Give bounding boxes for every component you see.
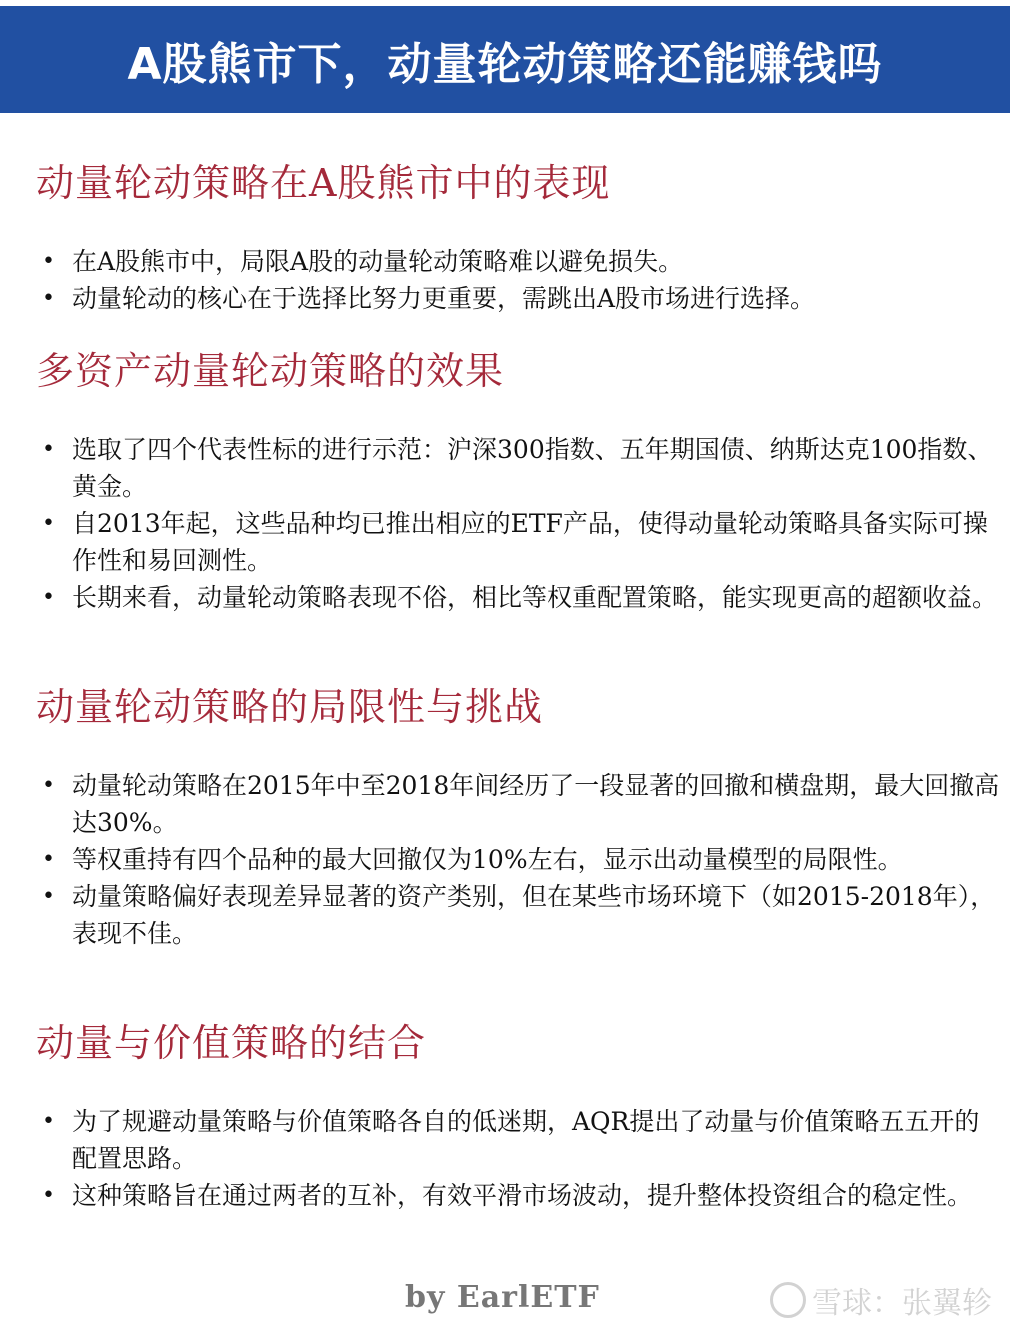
bullet-list <box>36 767 1001 952</box>
list-item: • 自2013年起，这些品种均已推出相应的ETF产品，使得动量轮动策略具备实际可操作性和易回测性。 <box>36 505 1001 579</box>
snowball-logo-icon <box>770 1282 806 1318</box>
list-item: • 这种策略旨在通过两者的互补，有效平滑市场波动，提升整体投资组合的稳定性。 <box>36 1177 1001 1214</box>
list-item: • 在A股熊市中，局限A股的动量轮动策略难以避免损失。 <box>36 243 1001 280</box>
list-item: • 动量轮动的核心在于选择比努力更重要，需跳出A股市场进行选择。 <box>36 280 1001 317</box>
bullet-list <box>36 243 1001 317</box>
section-multi-asset <box>36 340 1001 616</box>
section-heading: 动量轮动策略在A股熊市中的表现 <box>36 161 611 205</box>
section-bear-market <box>36 152 1001 317</box>
title-banner <box>0 6 1010 113</box>
list-item: • 选取了四个代表性标的进行示范：沪深300指数、五年期国债、纳斯达克100指数、黄金。 <box>36 431 1001 505</box>
author-credit: by EarlETF <box>405 1280 600 1315</box>
section-momentum-value <box>36 1012 1001 1214</box>
list-item: • 动量轮动策略在2015年中至2018年间经历了一段显著的回撤和横盘期，最大回撤高达30%。 <box>36 767 1001 841</box>
section-heading: 动量与价值策略的结合 <box>36 1021 427 1065</box>
list-item: • 为了规避动量策略与价值策略各自的低迷期，AQR提出了动量与价值策略五五开的配置思路。 <box>36 1103 1001 1177</box>
bullet-list <box>36 431 1001 616</box>
watermark-text: 雪球：张翼轸 <box>812 1286 992 1321</box>
section-limitations <box>36 676 1001 952</box>
watermark <box>770 1278 992 1322</box>
page-title: A股熊市下，动量轮动策略还能赚钱吗 <box>127 38 883 90</box>
list-item: • 等权重持有四个品种的最大回撤仅为10%左右，显示出动量模型的局限性。 <box>36 841 1001 878</box>
bullet-list <box>36 1103 1001 1214</box>
list-item: • 动量策略偏好表现差异显著的资产类别，但在某些市场环境下（如2015-2018年），表现不佳。 <box>36 878 1001 952</box>
list-item: • 长期来看，动量轮动策略表现不俗，相比等权重配置策略，能实现更高的超额收益。 <box>36 579 1001 616</box>
section-heading: 多资产动量轮动策略的效果 <box>36 349 505 393</box>
section-heading: 动量轮动策略的局限性与挑战 <box>36 685 544 729</box>
